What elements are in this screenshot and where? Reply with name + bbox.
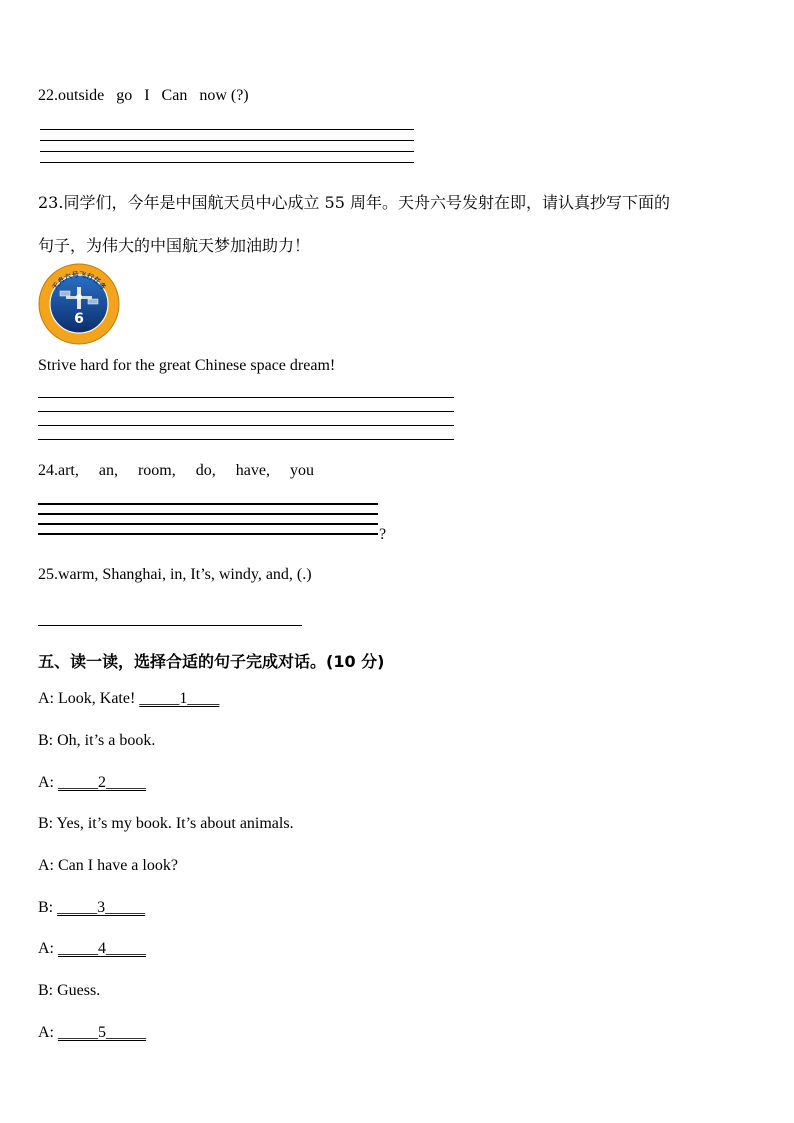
answer-line [40, 129, 414, 130]
question-23-line1: 23.同学们，今年是中国航天员中心成立 55 周年。天舟六号发射在即，请认真抄写下面的 [38, 193, 670, 212]
question-23-line2: 句子，为伟大的中国航天梦加油助力！ [38, 236, 311, 255]
dialog-line: A: _____2_____ [38, 774, 146, 791]
dialog-line: A: Can I have a look? [38, 857, 178, 874]
answer-line [40, 140, 414, 141]
dialog-line: A: Look, Kate! _____1____ [38, 690, 220, 707]
dialog-line: B: Guess. [38, 982, 101, 999]
answer-blank-2: _____2_____ [58, 774, 146, 791]
logo-bottom-text: 中国空间站 [66, 325, 92, 334]
copy-sentence: Strive hard for the great Chinese space dream! [38, 357, 336, 374]
answer-line [38, 411, 454, 412]
section-title: 五、读一读，选择合适的句子完成对话。(10 分) [38, 652, 385, 671]
answer-blank-1: _____1____ [139, 690, 220, 707]
question-24: 24.art, an, room, do, have, you [38, 462, 314, 479]
answer-blank-4: _____4_____ [58, 940, 146, 957]
answer-line [40, 151, 414, 152]
dialog-line: A: _____5_____ [38, 1024, 146, 1041]
answer-line [38, 397, 454, 398]
dialog-line: B: Yes, it’s my book. It’s about animals. [38, 815, 294, 832]
dialog-line: A: _____4_____ [38, 940, 146, 957]
logo-number: 6 [74, 311, 84, 327]
answer-line [38, 523, 378, 525]
dialog-line: B: Oh, it’s a book. [38, 732, 156, 749]
answer-line [38, 503, 378, 505]
answer-line [38, 533, 378, 535]
dialog-line: B: _____3_____ [38, 899, 146, 916]
answer-blank-5: _____5_____ [58, 1024, 146, 1041]
question-25: 25.warm, Shanghai, in, It’s, windy, and, (.) [38, 566, 312, 583]
answer-line [38, 625, 302, 626]
question-mark: ? [379, 526, 387, 543]
answer-line [38, 425, 454, 426]
answer-blank-3: _____3_____ [57, 899, 146, 916]
answer-line [38, 513, 378, 515]
logo-top-text: 天舟六号飞行任务 [50, 270, 108, 292]
answer-line [38, 439, 454, 440]
answer-line [40, 162, 414, 163]
question-22: 22.outside go I Can now (?) [38, 87, 249, 104]
mission-logo [38, 263, 120, 345]
